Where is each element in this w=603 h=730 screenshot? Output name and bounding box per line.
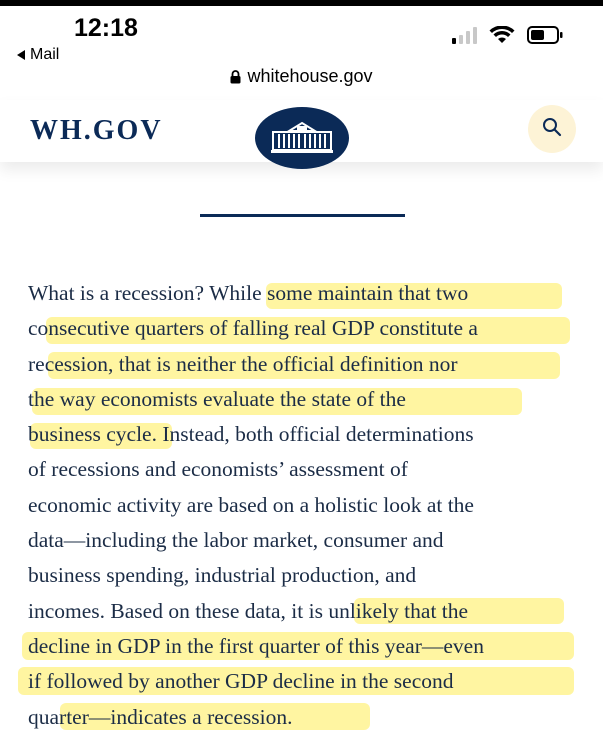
site-logo-text[interactable]: WH.GOV <box>30 115 163 146</box>
wifi-icon <box>489 26 515 44</box>
search-button[interactable] <box>528 105 576 153</box>
back-app-label: Mail <box>30 46 60 63</box>
article-paragraph: What is a recession? While some maintain that two consecutive quarters of falling real GDP constitute a recession, that is neither the official definition nor the way economists evaluate the state of the business cycle. Instead, both official determinations of recessions and economists’ assessment of economic activity are based on a holistic look at the data—including the labor market, consumer and business spending, industrial production, and incomes. Based on these data, it is unlikely that the decline in GDP in the first quarter of this year—even if followed by another GDP decline in the second quarter—indicates a recession. <box>28 281 484 729</box>
lock-icon <box>230 70 241 84</box>
status-bar-top-strip <box>0 0 603 6</box>
site-header <box>0 100 603 162</box>
cellular-signal-icon <box>452 26 477 44</box>
back-triangle-icon <box>17 50 25 60</box>
section-divider <box>200 214 405 217</box>
white-house-seal-icon[interactable] <box>255 107 349 169</box>
back-to-app-button[interactable] <box>17 46 59 64</box>
url-text: whitehouse.gov <box>247 66 373 86</box>
battery-icon <box>527 26 563 44</box>
address-bar[interactable] <box>0 66 603 87</box>
search-icon <box>542 117 562 142</box>
status-time: 12:18 <box>74 14 138 42</box>
status-indicators <box>452 26 563 44</box>
